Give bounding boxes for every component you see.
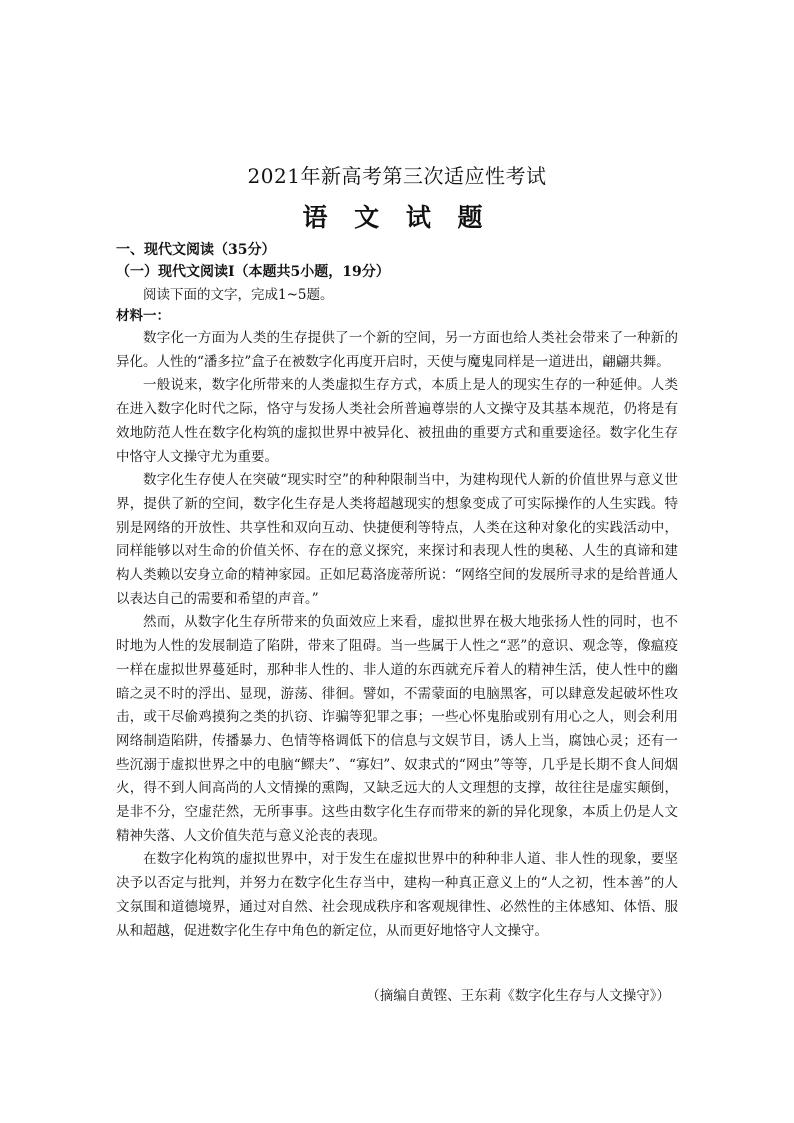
exam-title: 2021年新高考第三次适应性考试	[247, 164, 547, 188]
paragraph-5: 在数字化构筑的虚拟世界中，对于发生在虚拟世界中的种种非人道、非人性的现象，要坚决予以否定与批判，并努力在数字化生存当中，建构一种真正意义上的“人之初，性本善”的人文氛围和道德境界，通过对自然、社会现成秩序和客观规律性、必然性的主体感知、体悟、服从和超越，促进数字化生存中角色的新定位，从而更好地恪守人文操守。	[116, 851, 678, 939]
subsection-heading: （一）现代文阅读Ⅰ（本题共5小题，19分）	[116, 264, 390, 280]
paragraph-3: 数字化生存使人在突破“现实时空”的种种限制当中，为建构现代人新的价值世界与意义世界，提供了新的空间，数字化生存是人类将超越现实的想象变成了可实际操作的人生实践。特别是网络的开放性、共享性和双向互动、快捷便利等特点，人类在这种对象化的实践活动中，同样能够以对生命的价值关怀、存在的意义探究，来探讨和表现人性的奥秘、人生的真谛和建构人类赖以安身立命的精神家园。正如尼葛洛庞蒂所说：“网络空间的发展所寻求的是给普通人以表达自己的需要和希望的声音。”	[116, 472, 678, 607]
section-heading: 一、现代文阅读（35分）	[116, 242, 276, 258]
material-body	[116, 327, 678, 943]
reading-instruction: 阅读下面的文字，完成1~5题。	[143, 287, 334, 303]
paragraph-1: 数字化一方面为人类的生存提供了一个新的空间，另一方面也给人类社会带来了一种新的异化。人性的“潘多拉”盒子在被数字化再度开启时，天使与魔鬼同样是一道进出，翩翩共舞。	[116, 330, 678, 370]
paragraph-4: 然而，从数字化生存所带来的负面效应上来看，虚拟世界在极大地张扬人性的同时，也不时地为人性的发展制造了陷阱，带来了阻碍。当一些属于人性之“恶”的意识、观念等，像瘟疫一样在虚拟世界蔓延时，那种非人性的、非人道的东西就充斥着人的精神生活，使人性中的幽暗之灵不时的浮出、显现，游荡、徘徊。譬如，不需蒙面的电脑黑客，可以肆意发起破坏性攻击，或干尽偷鸡摸狗之类的扒窃、诈骗等犯罪之事；一些心怀鬼胎或别有用心之人，则会利用网络制造陷阱，传播暴力、色情等格调低下的信息与文娱节目，诱人上当，腐蚀心灵；还有一些沉溺于虚拟世界之中的电脑“鳏夫”、“寡妇”、奴隶式的“网虫”等等，几乎是长期不食人间烟火，得不到人间高尚的人文情操的熏陶，又缺乏远大的人文理想的支撑，故往往是虚实颠倒，是非不分，空虚茫然，无所事事。这些由数字化生存而带来的新的异化现象，本质上仍是人文精神失落、人文价值失范与意义沦丧的表现。	[116, 614, 678, 844]
source-citation: （摘编自黄铿、王东莉《数字化生存与人文操守》）	[366, 988, 670, 1004]
exam-subtitle: 语 文 试 题	[302, 203, 492, 232]
material-label: 材料一：	[116, 308, 170, 324]
paragraph-2: 一般说来，数字化所带来的人类虚拟生存方式，本质上是人的现实生存的一种延伸。人类在进入数字化时代之际，恪守与发扬人类社会所普遍尊崇的人文操守及其基本规范，仍将是有效地防范人性在数字化构筑的虚拟世界中被异化、被扭曲的重要方式和重要途径。数字化生存中恪守人文操守尤为重要。	[116, 377, 678, 465]
